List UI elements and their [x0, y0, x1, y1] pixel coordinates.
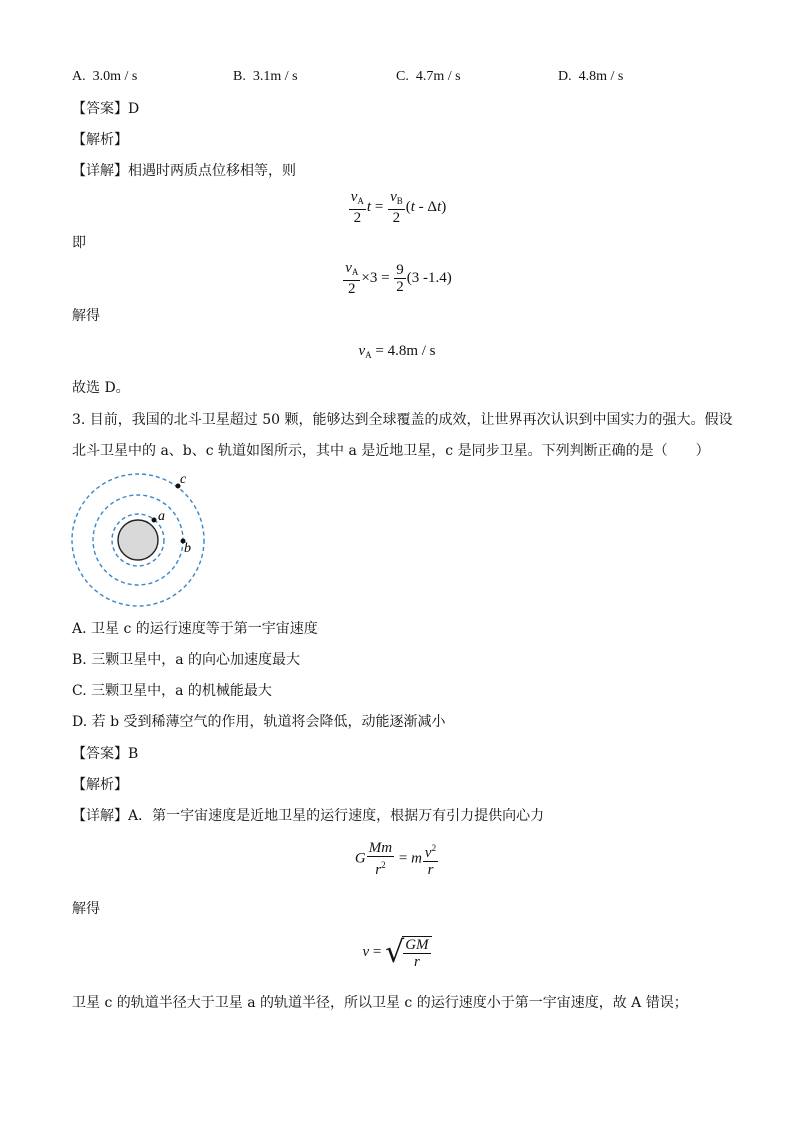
q2-conclusion: 故选 D。: [72, 380, 130, 396]
q3-option-b: B. 三颗卫星中，a 的向心加速度最大: [72, 652, 300, 668]
q3-option-d: D. 若 b 受到稀薄空气的作用，轨道将会降低，动能逐渐减小: [72, 714, 446, 730]
q3-stem-line1: 3. 目前，我国的北斗卫星超过 50 颗，能够达到全球覆盖的成效，让世界再次认识到中国实力的强大。假设: [72, 412, 733, 428]
satellite-a: [152, 518, 157, 523]
option-c: C. 4.7m / s: [396, 69, 461, 84]
q3-detail: 【详解】A．第一宇宙速度是近地卫星的运行速度，根据万有引力提供向心力: [72, 808, 545, 824]
label-b: b: [184, 541, 191, 556]
earth: [118, 520, 158, 560]
q2-jiede: 解得: [72, 308, 100, 324]
q3-option-c: C. 三颗卫星中，a 的机械能最大: [72, 683, 272, 699]
q3-stem-line2: 北斗卫星中的 a、b、c 轨道如图所示，其中 a 是近地卫星，c 是同步卫星。下列判断正确的是（ ）: [72, 443, 710, 459]
equation-velocity: v = √ $\frac{GM}{r}$: [0, 935, 794, 970]
q3-analysis-heading: 【解析】: [72, 777, 128, 793]
q2-answer: 【答案】D: [72, 101, 140, 117]
q3-option-a: A. 卫星 c 的运行速度等于第一宇宙速度: [72, 621, 318, 637]
q3-answer: 【答案】B: [72, 746, 139, 762]
q2-detail: 【详解】相遇时两质点位移相等，则: [72, 163, 296, 179]
q2-analysis-heading: 【解析】: [72, 132, 128, 148]
equation-displacement: $\frac{v_A}{2}$ t = $\frac{v_B}{2}$ (t - Δt): [350, 189, 447, 226]
equation-result: $v_A = 4.8m / s$: [358, 343, 436, 360]
label-c: c: [180, 472, 187, 487]
q3-jiede: 解得: [72, 901, 100, 917]
q2-ji: 即: [72, 235, 86, 251]
label-a: a: [158, 509, 165, 524]
equation-substitution: $\frac{v_A}{2}$ ×3 = $\frac{9}{2}$ (3 -1.4): [345, 260, 452, 297]
option-d: D. 4.8m / s: [558, 69, 624, 84]
equation-gravitation: G $\frac{Mm}{r^2}$ = m $\frac{v^2}{r}$: [354, 840, 437, 878]
option-a: A. 3.0m / s: [72, 69, 138, 84]
q3-last-line: 卫星 c 的轨道半径大于卫星 a 的轨道半径，所以卫星 c 的运行速度小于第一宇宙速度，故 A 错误；: [72, 995, 688, 1011]
option-b: B. 3.1m / s: [233, 69, 298, 84]
orbit-diagram: [68, 470, 213, 610]
